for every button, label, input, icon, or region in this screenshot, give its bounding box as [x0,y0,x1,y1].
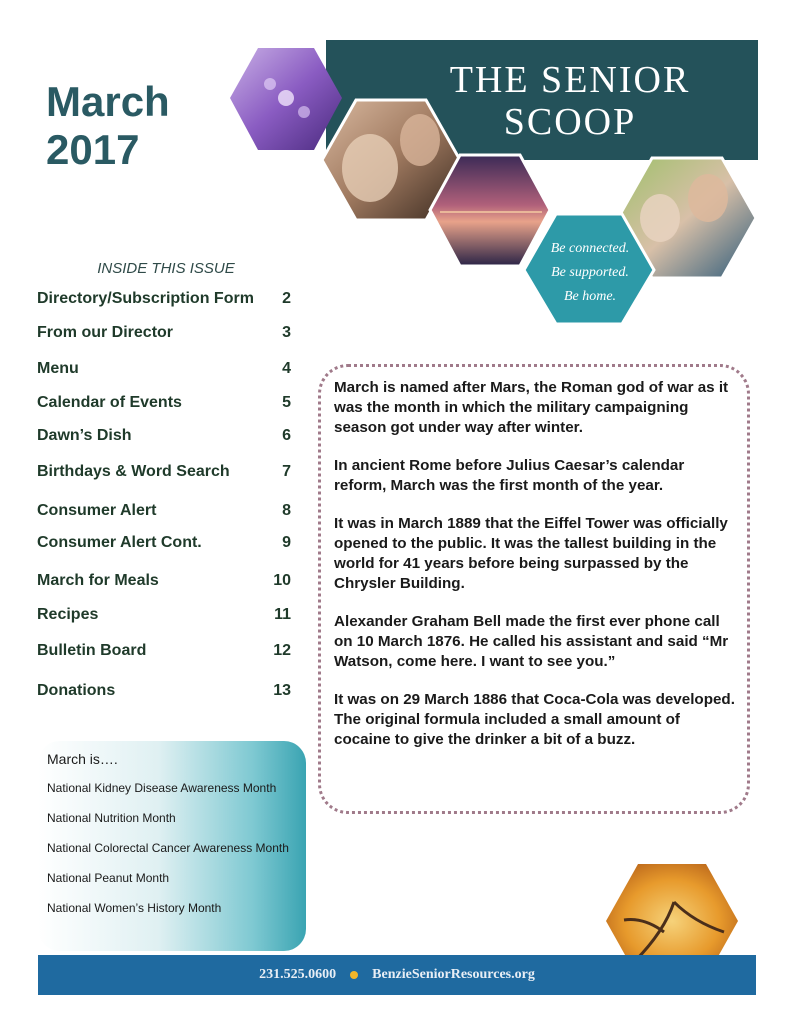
toc-item-label: Menu [37,360,79,377]
march-facts-text [334,378,740,768]
tagline-line1: Be connected. [550,241,630,256]
toc-item-page: 3 [282,324,291,341]
toc-item-label: Directory/Subscription Form [37,290,254,307]
issue-year: 2017 [46,126,140,173]
toc-item-page: 7 [282,463,291,480]
toc-item [37,502,291,520]
toc-item-page: 13 [273,682,291,699]
observance-item: National Colorectal Cancer Awareness Month [47,841,289,855]
toc-item-page: 4 [282,360,291,377]
toc-item-page: 5 [282,394,291,411]
tagline-line3: Be home. [563,289,617,304]
toc-item-label: Calendar of Events [37,394,182,411]
fact-paragraph: It was on 29 March 1886 that Coca-Cola was developed. The original formula included a small amount of cocaine to give the drinker a bit of a buzz. [334,691,735,748]
toc-item-label: Consumer Alert Cont. [37,534,202,551]
toc-item-page: 10 [273,572,291,589]
toc-item [37,682,291,700]
toc-heading: INSIDE THIS ISSUE [97,260,235,277]
observance-item: National Nutrition Month [47,811,176,825]
toc-item [37,394,291,412]
fact-paragraph: Alexander Graham Bell made the first ever phone call on 10 March 1876. He called his assistant and said “Mr Watson, come here. I want to see you.” [334,613,729,670]
toc-item-label: March for Meals [37,572,159,589]
toc-item-label: Consumer Alert [37,502,157,519]
toc-item [37,606,291,624]
footer-bar [38,955,756,995]
toc-item-label: Donations [37,682,116,699]
issue-month: March [46,78,170,125]
fact-paragraph: It was in March 1889 that the Eiffel Tower was officially opened to the public. It was the tallest building in the world for 41 years before being surpassed by the Chrysler Building. [334,515,728,592]
observance-item: National Peanut Month [47,871,170,885]
toc-item [37,360,291,378]
footer-phone: 231.525.0600 [259,967,337,982]
toc-item-label: Birthdays & Word Search [37,463,230,480]
observances-title: March is…. [47,751,118,767]
tagline-line2: Be supported. [551,265,629,280]
fact-paragraph: March is named after Mars, the Roman god of war as it was the month in which the military campaigning season got under way after winter. [334,379,729,436]
toc-item [37,534,291,552]
observances-box [38,741,306,951]
observance-item: National Women’s History Month [47,901,222,915]
toc-item [37,463,291,481]
toc-item-label: Recipes [37,606,99,623]
toc-item [37,642,291,660]
table-of-contents [37,260,295,283]
toc-item-page: 12 [273,642,291,659]
observance-item: National Kidney Disease Awareness Month [47,781,277,795]
masthead-title-line1: THE SENIOR [449,59,691,101]
toc-item [37,427,291,445]
toc-item [37,290,291,308]
toc-item-page: 11 [274,606,291,623]
toc-item-page: 2 [282,290,291,307]
footer-website: BenzieSeniorResources.org [372,967,535,982]
toc-item-label: Bulletin Board [37,642,147,659]
footer-dot-icon [350,971,358,979]
toc-item-label: From our Director [37,324,174,341]
toc-item-page: 6 [282,427,291,444]
toc-item [37,572,291,590]
toc-item-label: Dawn’s Dish [37,427,132,444]
masthead-title-line2: SCOOP [503,101,637,143]
toc-item-page: 9 [282,534,291,551]
fact-paragraph: In ancient Rome before Julius Caesar’s calendar reform, March was the first month of the year. [334,457,685,494]
toc-item [37,324,291,342]
issue-date [46,78,206,174]
masthead-banner [230,40,758,330]
toc-item-page: 8 [282,502,291,519]
